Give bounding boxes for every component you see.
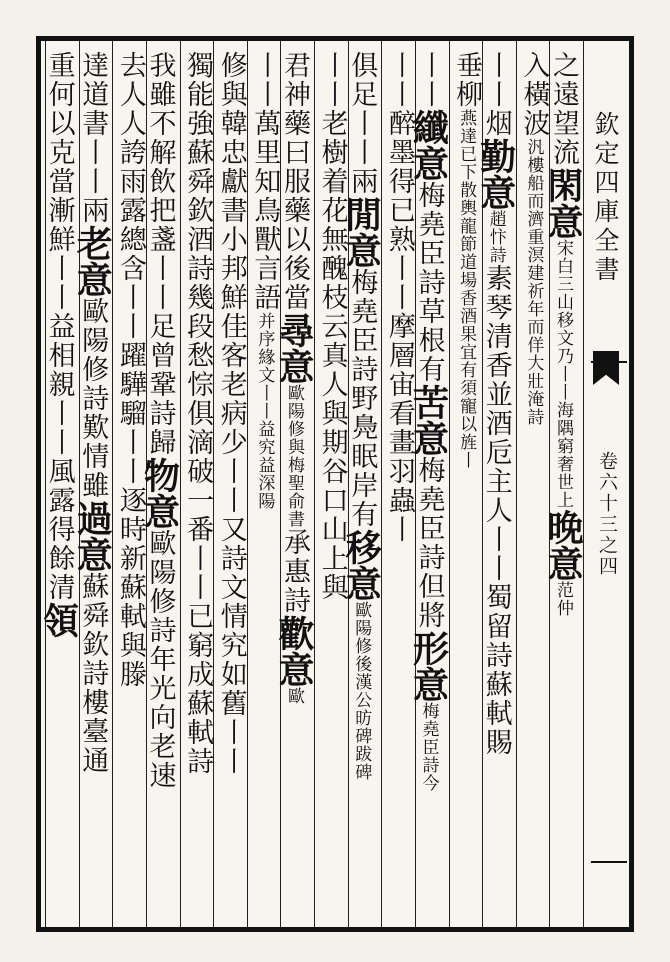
main-text: 去人人誇雨露總含丨丨躍驊騮 — [114, 51, 146, 428]
main-text: 君神藥曰服藥以後當 — [279, 51, 310, 312]
main-text: 達道書丨丨兩 — [77, 51, 109, 225]
headword: 閒意 — [340, 196, 383, 268]
main-text: 歐陽修詩歎情雖 — [77, 297, 109, 500]
book-title: 欽定四庫全書 — [591, 111, 620, 285]
main-text: 看畫羽蟲丨 — [383, 399, 415, 544]
text-column-12 — [182, 51, 212, 776]
commentary-text: 燕達已下散輿龍節道場香酒果宜有須寵以旌丨 — [456, 109, 477, 469]
main-text: 丨丨風露得餘清 — [43, 399, 75, 602]
commentary-text: 并序緣文丨丨益究益深 — [254, 312, 275, 492]
column-rule — [112, 41, 113, 927]
commentary-text: 范仲 — [553, 581, 573, 617]
main-text: 垂柳 — [451, 51, 483, 109]
column-rule — [213, 41, 214, 927]
headword: 尋意 — [273, 312, 315, 384]
text-column-2 — [518, 51, 548, 426]
headword: 物意 — [138, 457, 181, 529]
headword: 苦意 — [407, 384, 450, 456]
main-text: 丨丨烟 — [480, 51, 512, 138]
text-column-14 — [114, 51, 144, 689]
volume-label: 卷六十三之四 — [596, 451, 618, 577]
commentary-text: 汎樓船而濟重溟建祈年而佯大壯 — [523, 138, 544, 390]
main-text: 入橫波 — [518, 51, 550, 138]
main-text: 梅堯臣詩草根有 — [413, 181, 445, 384]
text-column-1 — [542, 51, 584, 617]
main-text: 俱足 — [346, 51, 378, 109]
commentary-text: 趙忭詩 — [485, 210, 506, 264]
main-text: 丨丨醉墨得已熟 — [383, 51, 415, 254]
main-text: 梅堯臣詩野鳧眠岸有 — [346, 268, 378, 529]
main-text: 梅堯臣詩但將 — [413, 456, 445, 630]
main-text: 丨丨摩層宙 — [383, 254, 415, 399]
headword: 老意 — [71, 225, 114, 297]
main-text: 獨能強蘇舜欽酒詩幾段愁悰俱滴破一番丨丨已窮成蘇軾詩 — [182, 51, 214, 776]
commentary-text: 歐陽修與梅聖俞書 — [284, 384, 304, 528]
main-text: 遠望流 — [548, 80, 579, 167]
headword: 歡意 — [273, 615, 315, 687]
main-text: 蘇舜欽詩樓臺通 — [77, 572, 109, 775]
text-column-4 — [451, 51, 481, 469]
main-text: 素琴清香並酒卮主人丨丨蜀留詩蘇軾賜 — [480, 264, 512, 757]
main-text: 漸鮮丨丨益相親 — [43, 196, 75, 399]
commentary-text: 陽 — [254, 492, 275, 510]
fishtail-mark-icon — [593, 351, 619, 385]
text-column-10 — [249, 51, 279, 510]
commentary-text: 歐 — [284, 687, 304, 705]
commentary-text: 梅堯臣詩今 — [418, 702, 439, 792]
main-text: 重何以克當 — [43, 51, 75, 196]
main-text: 丨丨逐時新蘇軾與滕 — [114, 428, 146, 689]
main-text: 云真人與期谷口山上 — [316, 312, 348, 573]
main-text: 歐陽修詩年光向老速 — [144, 529, 176, 790]
main-text: 與 — [316, 573, 348, 602]
text-column-3 — [474, 51, 517, 757]
main-text: 丨丨萬里知鳥獸言語 — [249, 51, 281, 312]
main-text: 之 — [548, 51, 579, 80]
text-column-15 — [71, 51, 114, 775]
margin-strip — [591, 101, 627, 941]
commentary-text: 宋白三山移文乃丨丨海隅窮奢世上 — [553, 239, 573, 509]
column-rule — [381, 41, 382, 927]
main-text: 承惠詩 — [279, 528, 310, 615]
main-text: 丨丨 — [413, 51, 445, 109]
headword: 領 — [37, 602, 80, 638]
text-column-9 — [273, 51, 315, 705]
text-column-11 — [215, 51, 245, 776]
text-column-7 — [340, 51, 383, 781]
margin-tick — [591, 361, 627, 363]
main-text: 丨丨老樹着花無醜枝 — [316, 51, 348, 312]
headword: 纖意 — [407, 109, 450, 181]
main-text: 丨丨兩 — [346, 109, 378, 196]
headword: 晚意 — [542, 509, 584, 581]
column-rule — [314, 41, 315, 927]
commentary-text: 歐陽修後漢公昉碑跋碑 — [351, 601, 372, 781]
main-text: 修與韓忠獻書小邦鮮佳客老病少丨丨又詩文情究如舊丨丨 — [215, 51, 247, 776]
main-text: 我雖不解飲把盞丨丨足曾鞏詩歸 — [144, 51, 176, 457]
headword: 閑意 — [542, 167, 584, 239]
headword: 勤意 — [474, 138, 517, 210]
text-column-16 — [37, 51, 80, 638]
text-column-8 — [316, 51, 346, 602]
text-column-6 — [383, 51, 413, 544]
headword: 過意 — [71, 500, 114, 572]
text-column-5 — [407, 51, 450, 792]
margin-tick — [591, 861, 627, 863]
page-frame — [36, 36, 634, 932]
commentary-text: 淹詩 — [523, 390, 544, 426]
headword: 形意 — [407, 630, 450, 702]
text-column-13 — [138, 51, 181, 790]
headword: 移意 — [340, 529, 383, 601]
